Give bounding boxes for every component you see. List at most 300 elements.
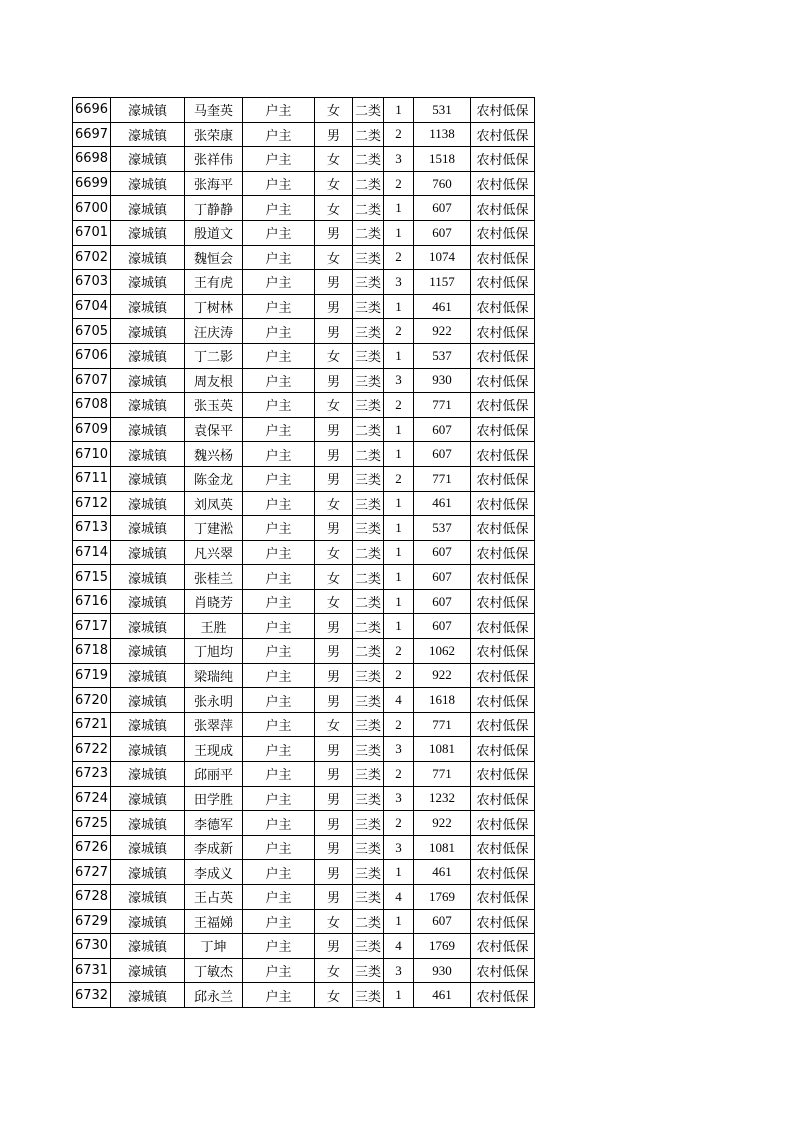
- gender-cell: 男: [315, 762, 353, 787]
- program-cell: 农村低保: [471, 270, 535, 295]
- program-cell: 农村低保: [471, 663, 535, 688]
- gender-cell: 男: [315, 860, 353, 885]
- amount-cell: 771: [414, 466, 471, 491]
- relation-cell: 户主: [243, 688, 315, 713]
- program-cell: 农村低保: [471, 565, 535, 590]
- record-number: 6731: [73, 958, 111, 983]
- name-cell: 凡兴翠: [185, 540, 243, 565]
- table-row: [73, 491, 535, 516]
- category-cell: 三类: [353, 319, 384, 344]
- amount-cell: 607: [414, 442, 471, 467]
- record-number: 6724: [73, 786, 111, 811]
- category-cell: 二类: [353, 220, 384, 245]
- gender-cell: 男: [315, 614, 353, 639]
- town-cell: 濠城镇: [111, 540, 185, 565]
- gender-cell: 男: [315, 663, 353, 688]
- name-cell: 陈金龙: [185, 466, 243, 491]
- program-cell: 农村低保: [471, 122, 535, 147]
- record-number: 6715: [73, 565, 111, 590]
- record-number: 6699: [73, 171, 111, 196]
- table-row: [73, 983, 535, 1008]
- name-cell: 王有虎: [185, 270, 243, 295]
- gender-cell: 男: [315, 885, 353, 910]
- name-cell: 王胜: [185, 614, 243, 639]
- gender-cell: 女: [315, 983, 353, 1008]
- name-cell: 张荣康: [185, 122, 243, 147]
- program-cell: 农村低保: [471, 688, 535, 713]
- program-cell: 农村低保: [471, 712, 535, 737]
- name-cell: 王占英: [185, 885, 243, 910]
- name-cell: 丁二影: [185, 343, 243, 368]
- relation-cell: 户主: [243, 98, 315, 123]
- category-cell: 三类: [353, 958, 384, 983]
- amount-cell: 922: [414, 319, 471, 344]
- relation-cell: 户主: [243, 393, 315, 418]
- program-cell: 农村低保: [471, 516, 535, 541]
- program-cell: 农村低保: [471, 934, 535, 959]
- program-cell: 农村低保: [471, 958, 535, 983]
- relation-cell: 户主: [243, 909, 315, 934]
- program-cell: 农村低保: [471, 98, 535, 123]
- amount-cell: 771: [414, 762, 471, 787]
- table-row: [73, 885, 535, 910]
- program-cell: 农村低保: [471, 171, 535, 196]
- town-cell: 濠城镇: [111, 98, 185, 123]
- record-number: 6701: [73, 220, 111, 245]
- category-cell: 三类: [353, 786, 384, 811]
- member-count-cell: 4: [384, 934, 414, 959]
- gender-cell: 男: [315, 639, 353, 664]
- amount-cell: 771: [414, 712, 471, 737]
- relation-cell: 户主: [243, 786, 315, 811]
- relation-cell: 户主: [243, 762, 315, 787]
- member-count-cell: 3: [384, 368, 414, 393]
- households-table: [72, 97, 535, 1008]
- gender-cell: 女: [315, 147, 353, 172]
- member-count-cell: 4: [384, 885, 414, 910]
- relation-cell: 户主: [243, 171, 315, 196]
- record-number: 6720: [73, 688, 111, 713]
- category-cell: 三类: [353, 835, 384, 860]
- relation-cell: 户主: [243, 614, 315, 639]
- record-number: 6702: [73, 245, 111, 270]
- member-count-cell: 1: [384, 220, 414, 245]
- category-cell: 二类: [353, 639, 384, 664]
- gender-cell: 男: [315, 368, 353, 393]
- record-number: 6696: [73, 98, 111, 123]
- amount-cell: 607: [414, 589, 471, 614]
- relation-cell: 户主: [243, 983, 315, 1008]
- category-cell: 三类: [353, 762, 384, 787]
- record-number: 6718: [73, 639, 111, 664]
- name-cell: 殷道文: [185, 220, 243, 245]
- amount-cell: 922: [414, 811, 471, 836]
- category-cell: 三类: [353, 270, 384, 295]
- amount-cell: 461: [414, 491, 471, 516]
- name-cell: 邱丽平: [185, 762, 243, 787]
- name-cell: 丁树林: [185, 294, 243, 319]
- relation-cell: 户主: [243, 712, 315, 737]
- program-cell: 农村低保: [471, 368, 535, 393]
- record-number: 6704: [73, 294, 111, 319]
- town-cell: 濠城镇: [111, 786, 185, 811]
- gender-cell: 女: [315, 491, 353, 516]
- record-number: 6709: [73, 417, 111, 442]
- relation-cell: 户主: [243, 147, 315, 172]
- town-cell: 濠城镇: [111, 147, 185, 172]
- category-cell: 三类: [353, 712, 384, 737]
- table-row: [73, 712, 535, 737]
- program-cell: 农村低保: [471, 245, 535, 270]
- town-cell: 濠城镇: [111, 270, 185, 295]
- member-count-cell: 3: [384, 958, 414, 983]
- town-cell: 濠城镇: [111, 122, 185, 147]
- program-cell: 农村低保: [471, 294, 535, 319]
- amount-cell: 607: [414, 614, 471, 639]
- relation-cell: 户主: [243, 294, 315, 319]
- table-row: [73, 442, 535, 467]
- program-cell: 农村低保: [471, 909, 535, 934]
- record-number: 6707: [73, 368, 111, 393]
- relation-cell: 户主: [243, 737, 315, 762]
- category-cell: 三类: [353, 245, 384, 270]
- amount-cell: 607: [414, 565, 471, 590]
- table-row: [73, 343, 535, 368]
- category-cell: 二类: [353, 98, 384, 123]
- town-cell: 濠城镇: [111, 565, 185, 590]
- name-cell: 张翠萍: [185, 712, 243, 737]
- relation-cell: 户主: [243, 516, 315, 541]
- record-number: 6717: [73, 614, 111, 639]
- category-cell: 二类: [353, 147, 384, 172]
- town-cell: 濠城镇: [111, 639, 185, 664]
- town-cell: 濠城镇: [111, 614, 185, 639]
- relation-cell: 户主: [243, 319, 315, 344]
- name-cell: 张玉英: [185, 393, 243, 418]
- town-cell: 濠城镇: [111, 737, 185, 762]
- relation-cell: 户主: [243, 589, 315, 614]
- relation-cell: 户主: [243, 196, 315, 221]
- table-row: [73, 540, 535, 565]
- gender-cell: 男: [315, 319, 353, 344]
- table-row: [73, 614, 535, 639]
- member-count-cell: 2: [384, 466, 414, 491]
- table-row: [73, 786, 535, 811]
- amount-cell: 1074: [414, 245, 471, 270]
- gender-cell: 女: [315, 540, 353, 565]
- amount-cell: 607: [414, 909, 471, 934]
- amount-cell: 922: [414, 663, 471, 688]
- table-row: [73, 589, 535, 614]
- record-number: 6726: [73, 835, 111, 860]
- category-cell: 三类: [353, 860, 384, 885]
- gender-cell: 男: [315, 786, 353, 811]
- amount-cell: 771: [414, 393, 471, 418]
- record-number: 6721: [73, 712, 111, 737]
- town-cell: 濠城镇: [111, 319, 185, 344]
- member-count-cell: 2: [384, 393, 414, 418]
- name-cell: 田学胜: [185, 786, 243, 811]
- name-cell: 丁敏杰: [185, 958, 243, 983]
- program-cell: 农村低保: [471, 442, 535, 467]
- relation-cell: 户主: [243, 565, 315, 590]
- member-count-cell: 1: [384, 98, 414, 123]
- table-row: [73, 220, 535, 245]
- record-number: 6700: [73, 196, 111, 221]
- gender-cell: 女: [315, 171, 353, 196]
- category-cell: 二类: [353, 589, 384, 614]
- program-cell: 农村低保: [471, 786, 535, 811]
- name-cell: 丁静静: [185, 196, 243, 221]
- relation-cell: 户主: [243, 663, 315, 688]
- category-cell: 二类: [353, 540, 384, 565]
- amount-cell: 461: [414, 983, 471, 1008]
- program-cell: 农村低保: [471, 491, 535, 516]
- table-row: [73, 417, 535, 442]
- town-cell: 濠城镇: [111, 762, 185, 787]
- record-number: 6712: [73, 491, 111, 516]
- town-cell: 濠城镇: [111, 196, 185, 221]
- name-cell: 丁建淞: [185, 516, 243, 541]
- member-count-cell: 3: [384, 786, 414, 811]
- relation-cell: 户主: [243, 442, 315, 467]
- member-count-cell: 1: [384, 614, 414, 639]
- member-count-cell: 2: [384, 245, 414, 270]
- member-count-cell: 2: [384, 663, 414, 688]
- amount-cell: 1518: [414, 147, 471, 172]
- category-cell: 三类: [353, 393, 384, 418]
- record-number: 6722: [73, 737, 111, 762]
- relation-cell: 户主: [243, 958, 315, 983]
- relation-cell: 户主: [243, 860, 315, 885]
- member-count-cell: 3: [384, 835, 414, 860]
- table-row: [73, 565, 535, 590]
- gender-cell: 男: [315, 220, 353, 245]
- gender-cell: 女: [315, 909, 353, 934]
- member-count-cell: 2: [384, 122, 414, 147]
- table-row: [73, 516, 535, 541]
- category-cell: 三类: [353, 368, 384, 393]
- category-cell: 三类: [353, 294, 384, 319]
- town-cell: 濠城镇: [111, 958, 185, 983]
- category-cell: 三类: [353, 811, 384, 836]
- table-row: [73, 737, 535, 762]
- gender-cell: 男: [315, 516, 353, 541]
- record-number: 6727: [73, 860, 111, 885]
- member-count-cell: 3: [384, 147, 414, 172]
- member-count-cell: 1: [384, 565, 414, 590]
- record-number: 6729: [73, 909, 111, 934]
- town-cell: 濠城镇: [111, 934, 185, 959]
- category-cell: 三类: [353, 885, 384, 910]
- amount-cell: 607: [414, 417, 471, 442]
- gender-cell: 女: [315, 196, 353, 221]
- name-cell: 魏兴杨: [185, 442, 243, 467]
- record-number: 6705: [73, 319, 111, 344]
- program-cell: 农村低保: [471, 589, 535, 614]
- amount-cell: 461: [414, 294, 471, 319]
- record-number: 6706: [73, 343, 111, 368]
- program-cell: 农村低保: [471, 540, 535, 565]
- amount-cell: 1232: [414, 786, 471, 811]
- member-count-cell: 1: [384, 983, 414, 1008]
- amount-cell: 1157: [414, 270, 471, 295]
- program-cell: 农村低保: [471, 196, 535, 221]
- relation-cell: 户主: [243, 343, 315, 368]
- name-cell: 张海平: [185, 171, 243, 196]
- table-row: [73, 663, 535, 688]
- member-count-cell: 2: [384, 171, 414, 196]
- member-count-cell: 2: [384, 319, 414, 344]
- member-count-cell: 1: [384, 294, 414, 319]
- table-row: [73, 196, 535, 221]
- gender-cell: 女: [315, 98, 353, 123]
- table-row: [73, 122, 535, 147]
- relation-cell: 户主: [243, 245, 315, 270]
- relation-cell: 户主: [243, 835, 315, 860]
- program-cell: 农村低保: [471, 860, 535, 885]
- town-cell: 濠城镇: [111, 245, 185, 270]
- program-cell: 农村低保: [471, 639, 535, 664]
- amount-cell: 537: [414, 343, 471, 368]
- gender-cell: 女: [315, 245, 353, 270]
- name-cell: 王福娣: [185, 909, 243, 934]
- table-row: [73, 811, 535, 836]
- category-cell: 二类: [353, 417, 384, 442]
- category-cell: 二类: [353, 565, 384, 590]
- gender-cell: 男: [315, 835, 353, 860]
- name-cell: 刘凤英: [185, 491, 243, 516]
- record-number: 6713: [73, 516, 111, 541]
- category-cell: 三类: [353, 491, 384, 516]
- town-cell: 濠城镇: [111, 835, 185, 860]
- table-row: [73, 393, 535, 418]
- name-cell: 袁保平: [185, 417, 243, 442]
- member-count-cell: 1: [384, 540, 414, 565]
- table-row: [73, 171, 535, 196]
- name-cell: 张祥伟: [185, 147, 243, 172]
- town-cell: 濠城镇: [111, 294, 185, 319]
- record-number: 6711: [73, 466, 111, 491]
- relation-cell: 户主: [243, 885, 315, 910]
- relation-cell: 户主: [243, 540, 315, 565]
- town-cell: 濠城镇: [111, 417, 185, 442]
- name-cell: 丁旭均: [185, 639, 243, 664]
- town-cell: 濠城镇: [111, 663, 185, 688]
- record-number: 6697: [73, 122, 111, 147]
- member-count-cell: 1: [384, 417, 414, 442]
- town-cell: 濠城镇: [111, 516, 185, 541]
- amount-cell: 1081: [414, 835, 471, 860]
- name-cell: 周友根: [185, 368, 243, 393]
- town-cell: 濠城镇: [111, 811, 185, 836]
- relation-cell: 户主: [243, 122, 315, 147]
- name-cell: 张永明: [185, 688, 243, 713]
- gender-cell: 男: [315, 442, 353, 467]
- name-cell: 丁坤: [185, 934, 243, 959]
- relation-cell: 户主: [243, 220, 315, 245]
- member-count-cell: 1: [384, 516, 414, 541]
- program-cell: 农村低保: [471, 737, 535, 762]
- gender-cell: 男: [315, 737, 353, 762]
- member-count-cell: 3: [384, 270, 414, 295]
- table-row: [73, 639, 535, 664]
- relation-cell: 户主: [243, 639, 315, 664]
- amount-cell: 1618: [414, 688, 471, 713]
- record-number: 6698: [73, 147, 111, 172]
- name-cell: 梁瑞纯: [185, 663, 243, 688]
- table-body: [73, 98, 535, 1008]
- town-cell: 濠城镇: [111, 220, 185, 245]
- amount-cell: 760: [414, 171, 471, 196]
- member-count-cell: 1: [384, 491, 414, 516]
- record-number: 6723: [73, 762, 111, 787]
- table-row: [73, 294, 535, 319]
- name-cell: 李德军: [185, 811, 243, 836]
- record-number: 6732: [73, 983, 111, 1008]
- name-cell: 李成新: [185, 835, 243, 860]
- amount-cell: 1769: [414, 885, 471, 910]
- name-cell: 李成义: [185, 860, 243, 885]
- town-cell: 濠城镇: [111, 343, 185, 368]
- amount-cell: 607: [414, 196, 471, 221]
- town-cell: 濠城镇: [111, 909, 185, 934]
- category-cell: 二类: [353, 171, 384, 196]
- record-number: 6716: [73, 589, 111, 614]
- record-number: 6725: [73, 811, 111, 836]
- category-cell: 三类: [353, 466, 384, 491]
- table-row: [73, 860, 535, 885]
- category-cell: 三类: [353, 934, 384, 959]
- gender-cell: 男: [315, 417, 353, 442]
- amount-cell: 1081: [414, 737, 471, 762]
- member-count-cell: 2: [384, 712, 414, 737]
- program-cell: 农村低保: [471, 319, 535, 344]
- member-count-cell: 2: [384, 762, 414, 787]
- town-cell: 濠城镇: [111, 983, 185, 1008]
- relation-cell: 户主: [243, 368, 315, 393]
- category-cell: 二类: [353, 909, 384, 934]
- town-cell: 濠城镇: [111, 171, 185, 196]
- member-count-cell: 1: [384, 589, 414, 614]
- category-cell: 三类: [353, 983, 384, 1008]
- table-row: [73, 909, 535, 934]
- name-cell: 王现成: [185, 737, 243, 762]
- program-cell: 农村低保: [471, 466, 535, 491]
- record-number: 6714: [73, 540, 111, 565]
- program-cell: 农村低保: [471, 885, 535, 910]
- name-cell: 马奎英: [185, 98, 243, 123]
- category-cell: 二类: [353, 614, 384, 639]
- amount-cell: 930: [414, 958, 471, 983]
- table-row: [73, 958, 535, 983]
- program-cell: 农村低保: [471, 393, 535, 418]
- amount-cell: 537: [414, 516, 471, 541]
- record-number: 6710: [73, 442, 111, 467]
- amount-cell: 461: [414, 860, 471, 885]
- program-cell: 农村低保: [471, 417, 535, 442]
- amount-cell: 1062: [414, 639, 471, 664]
- member-count-cell: 2: [384, 811, 414, 836]
- gender-cell: 女: [315, 589, 353, 614]
- record-number: 6703: [73, 270, 111, 295]
- amount-cell: 1769: [414, 934, 471, 959]
- gender-cell: 男: [315, 934, 353, 959]
- category-cell: 三类: [353, 737, 384, 762]
- program-cell: 农村低保: [471, 147, 535, 172]
- gender-cell: 男: [315, 466, 353, 491]
- town-cell: 濠城镇: [111, 368, 185, 393]
